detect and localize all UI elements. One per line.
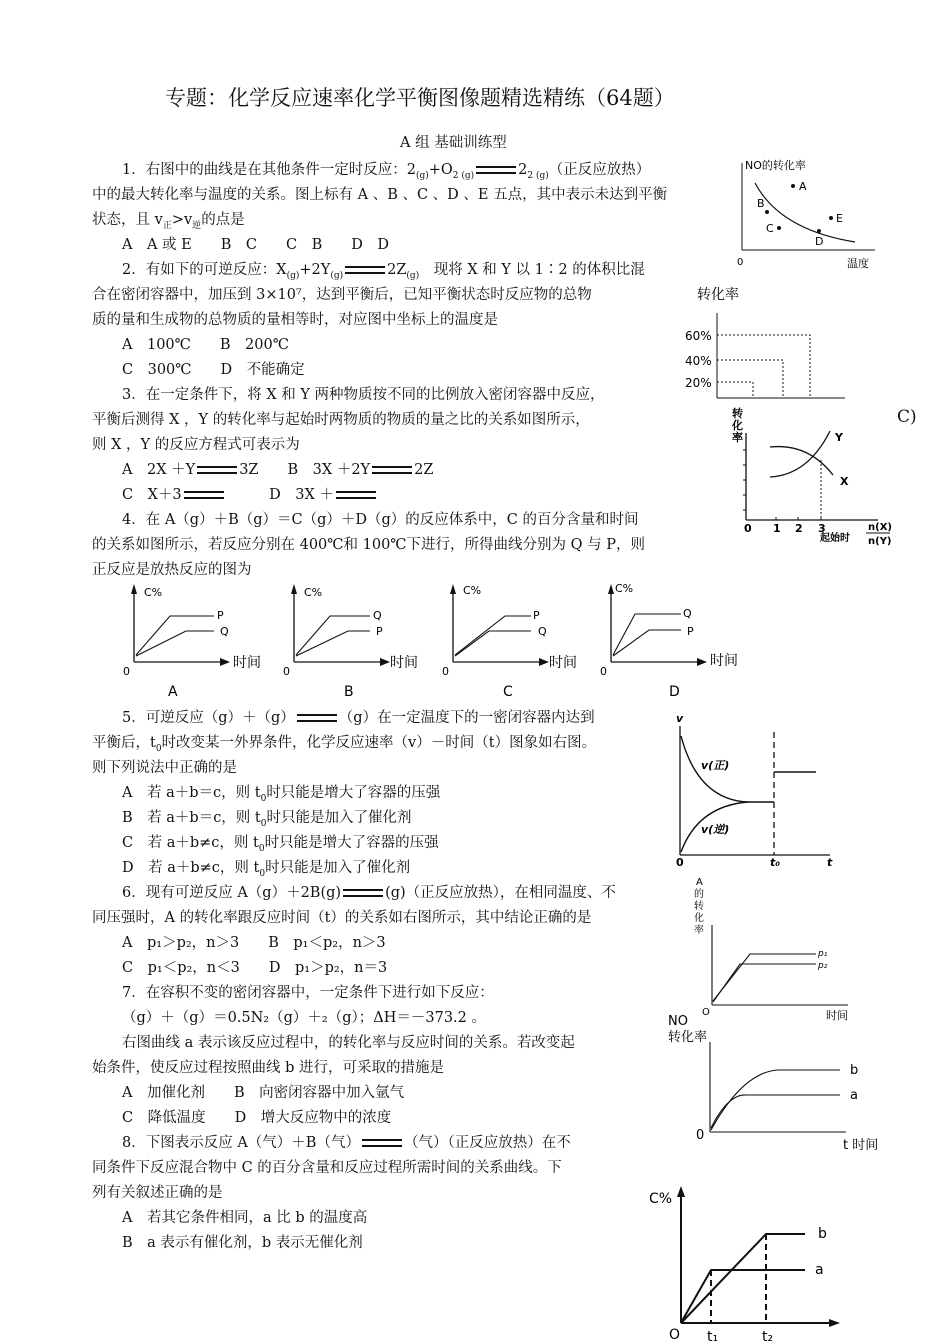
q4-a-upper: P bbox=[217, 609, 224, 622]
q1-point-e bbox=[829, 216, 833, 220]
q8-curve-a bbox=[682, 1270, 805, 1321]
q4-b-lower: P bbox=[376, 625, 383, 638]
q1-xlabel: 温度 bbox=[847, 257, 869, 270]
q7-line4: 始条件，使反应过程按照曲线 b 进行，可采取的措施是 bbox=[92, 1060, 444, 1076]
q3-xprefix: 起始时 bbox=[820, 533, 850, 544]
q4-b-ylabel: C% bbox=[304, 586, 323, 599]
q6-ylabel-3: 转 bbox=[694, 901, 704, 912]
q5-option-c: C 若 a＋b≠c，则 $t_0$时只能是增大了容器的压强 bbox=[122, 835, 439, 854]
q2-options-2: C 300℃ D 不能确定 bbox=[122, 362, 305, 378]
q1-label-b: B bbox=[757, 197, 765, 210]
q1-options: A A 或 E B C C B D D bbox=[122, 237, 389, 253]
q2-options-1: A 100℃ B 200℃ bbox=[122, 337, 289, 353]
q1-point-c bbox=[777, 226, 781, 230]
q3-xlabel-top: n(X) bbox=[868, 522, 892, 533]
equilibrium-arrow-icon bbox=[360, 1138, 404, 1148]
q4-d-upper: Q bbox=[683, 607, 692, 620]
q3-tick-0: 0 bbox=[744, 522, 752, 535]
q3-side-note: C) bbox=[897, 407, 917, 427]
q6-origin: O bbox=[702, 1007, 710, 1018]
q4-c-xlabel: 时间 bbox=[549, 655, 577, 671]
q5-option-b: B 若 a＋b＝c，则 $t_0$时只能是加入了催化剂 bbox=[122, 810, 412, 829]
q6-ylabel-4: 化 bbox=[694, 913, 704, 924]
q1-point-b bbox=[765, 210, 769, 214]
q5-option-a: A 若 a＋b＝c，则 $t_0$时只能是增大了容器的压强 bbox=[122, 785, 441, 804]
q1-label-d: D bbox=[815, 235, 824, 248]
q3-xlabel-bottom: n(Y) bbox=[868, 536, 892, 547]
q2-line3: 质的量和生成物的总物质的量相等时，对应图中坐标上的温度是 bbox=[92, 312, 498, 328]
q3-ylabel-2: 化 bbox=[732, 419, 743, 432]
q1-line1: 1．右图中的曲线是在其他条件一定时反应：$2_{(g)}+O_{2 (g)}$ $2_{2 (g)}$（正反应放热） bbox=[122, 162, 651, 181]
q4-c-upper: P bbox=[533, 609, 540, 622]
q4-d-origin: 0 bbox=[600, 665, 607, 678]
q1-point-a bbox=[791, 184, 795, 188]
q7-chart bbox=[668, 1012, 883, 1157]
q2-line1: 2．有如下的可逆反应：$X_{(g)}+2Y_{(g)}$ $2Z_{(g)}$ 现将 X 和 Y 以 1∶2 的体积比混 bbox=[122, 262, 645, 281]
q4-chart-b bbox=[278, 580, 428, 705]
q1-origin: 0 bbox=[737, 257, 744, 268]
q6-chart bbox=[688, 875, 858, 1025]
q5-origin: 0 bbox=[676, 856, 684, 869]
q4-c-ylabel: C% bbox=[463, 584, 482, 597]
q4-b-upper: Q bbox=[373, 609, 382, 622]
q4-c-lower: Q bbox=[538, 625, 547, 638]
q3-curve-y bbox=[770, 431, 830, 477]
q7-ylabel-2: 转化率 bbox=[668, 1030, 708, 1045]
q3-curve-y-label: Y bbox=[835, 431, 843, 444]
q3-tick-2: 2 bbox=[795, 522, 803, 535]
q4-c-label: C bbox=[503, 684, 513, 700]
q5-label-forward: v(正) bbox=[701, 759, 730, 772]
equilibrium-arrow-icon bbox=[195, 465, 239, 475]
q8-label-a: a bbox=[815, 1262, 824, 1278]
equilibrium-arrow-icon bbox=[343, 265, 387, 275]
q8-ylabel: C% bbox=[649, 1191, 673, 1207]
q1-ylabel: NO的转化率 bbox=[745, 159, 806, 172]
q4-line3: 正反应是放热反应的图为 bbox=[92, 562, 252, 578]
q8-label-b: b bbox=[818, 1226, 827, 1242]
q7-origin: 0 bbox=[696, 1128, 705, 1143]
page-title: 专题：化学反应速率化学平衡图像题精选精练（64题） bbox=[165, 86, 675, 110]
q5-label-reverse: v(逆) bbox=[701, 823, 730, 836]
q3-line1: 3．在一定条件下，将 X 和 Y 两种物质按不同的比例放入密闭容器中反应， bbox=[122, 387, 605, 403]
equilibrium-arrow-icon bbox=[370, 465, 414, 475]
q2-line2: 合在密闭容器中，加压到 3×10⁷，达到平衡后，已知平衡状态时反应物的总物 bbox=[92, 287, 592, 303]
q4-line2: 的关系如图所示，若反应分别在 400℃和 100℃下进行，所得曲线分别为 Q 与 P，则 bbox=[92, 537, 645, 553]
equilibrium-arrow-icon bbox=[341, 888, 385, 898]
q3-options-cd: C X＋3 D 3X ＋ bbox=[122, 485, 378, 505]
q4-a-origin: 0 bbox=[123, 665, 130, 678]
group-heading: A 组 基础训练型 bbox=[400, 135, 507, 151]
q2-chart bbox=[685, 283, 855, 408]
q4-b-origin: 0 bbox=[283, 665, 290, 678]
q3-options-ab: A 2X ＋Y 3Z B 3X ＋2Y 2Z bbox=[122, 462, 434, 478]
q8-line2: 同条件下反应混合物中 C 的百分含量和反应过程所需时间的关系曲线。下 bbox=[92, 1160, 562, 1176]
q1-label-e: E bbox=[836, 212, 843, 225]
q3-tick-3: 3 bbox=[818, 522, 826, 535]
q8-origin: O bbox=[669, 1327, 681, 1343]
q7-line3: 右图曲线 a 表示该反应过程中，的转化率与反应时间的关系。若改变起 bbox=[122, 1035, 575, 1051]
q4-a-ylabel: C% bbox=[144, 586, 163, 599]
q2-tick-40: 40% bbox=[685, 354, 712, 368]
q5-line1: 5．可逆反应（g）＋（g） （g）在一定温度下的一密闭容器内达到 bbox=[122, 710, 595, 726]
q8-line1: 8．下图表示反应 A（气）＋B（气） （气）（正反应放热）在不 bbox=[122, 1135, 571, 1151]
q8-line3: 列有关叙述正确的是 bbox=[92, 1185, 223, 1201]
q4-c-origin: 0 bbox=[442, 665, 449, 678]
equilibrium-arrow-icon bbox=[295, 713, 339, 723]
q7-options-1: A 加催化剂 B 向密闭容器中加入氩气 bbox=[122, 1085, 405, 1101]
q1-label-a: A bbox=[799, 180, 807, 193]
q3-line3: 则 X ，Y 的反应方程式可表示为 bbox=[92, 437, 300, 453]
q5-t0: t₀ bbox=[770, 856, 781, 869]
q7-curve-b bbox=[711, 1070, 840, 1130]
q6-options-ab: A p₁＞p₂，n＞3 B p₁＜p₂，n＞3 bbox=[122, 935, 386, 951]
q6-ylabel-2: 的 bbox=[694, 889, 704, 900]
q8-chart bbox=[645, 1183, 845, 1343]
q5-line3: 则下列说法中正确的是 bbox=[92, 760, 237, 776]
q3-ylabel-1: 转 bbox=[732, 407, 743, 420]
q4-d-xlabel: 时间 bbox=[710, 653, 738, 669]
q7-line1: 7．在容积不变的密闭容器中，一定条件下进行如下反应： bbox=[122, 985, 494, 1001]
q6-p1: p₁ bbox=[818, 949, 828, 959]
q6-xlabel: 时间 bbox=[826, 1009, 848, 1022]
q6-options-cd: C p₁＜p₂，n＜3 D p₁＞p₂，n＝3 bbox=[122, 960, 388, 976]
equilibrium-arrow-icon bbox=[334, 490, 378, 500]
q4-b-label: B bbox=[344, 684, 354, 700]
q1-chart bbox=[735, 155, 885, 270]
q3-tick-1: 1 bbox=[773, 522, 781, 535]
q4-a-xlabel: 时间 bbox=[233, 655, 261, 671]
q8-t2: t₂ bbox=[762, 1329, 774, 1344]
q3-curve-x-label: X bbox=[840, 475, 849, 488]
q1-point-d bbox=[817, 229, 821, 233]
q4-d-ylabel: C% bbox=[615, 582, 634, 595]
q2-ylabel: 转化率 bbox=[697, 287, 739, 303]
q4-chart-a bbox=[118, 580, 268, 705]
equilibrium-arrow-icon bbox=[182, 490, 226, 500]
q7-line2: （g）＋（g）＝0.5N₂（g）＋₂（g）；ΔH＝－373.2 。 bbox=[122, 1010, 486, 1026]
q4-a-lower: Q bbox=[220, 625, 229, 638]
q7-label-b: b bbox=[850, 1063, 859, 1078]
q7-xlabel: t 时间 bbox=[843, 1138, 879, 1153]
q7-options-2: C 降低温度 D 增大反应物中的浓度 bbox=[122, 1110, 392, 1126]
q4-d-label: D bbox=[669, 684, 680, 700]
q4-b-xlabel: 时间 bbox=[390, 655, 418, 671]
q7-label-a: a bbox=[850, 1088, 858, 1103]
q5-line2: 平衡后，$t_0$时改变某一外界条件，化学反应速率（v）－时间（t）图象如右图。 bbox=[92, 735, 597, 754]
q5-ylabel: v bbox=[676, 712, 684, 725]
q4-line1: 4．在 A（g）＋B（g）＝C（g）＋D（g）的反应体系中，C 的百分含量和时间 bbox=[122, 512, 639, 528]
q8-option-b: B a 表示有催化剂，b 表示无催化剂 bbox=[122, 1235, 363, 1251]
q6-line2: 同压强时，A 的转化率跟反应时间（t）的关系如右图所示，其中结论正确的是 bbox=[92, 910, 592, 926]
equilibrium-arrow-icon bbox=[474, 165, 518, 175]
q3-line2: 平衡后测得 X ，Y 的转化率与起始时两物质的物质的量之比的关系如图所示， bbox=[92, 412, 590, 428]
q4-chart-c bbox=[437, 580, 587, 705]
q6-line1: 6．现有可逆反应 A（g）＋2B(g) (g)（正反应放热），在相同温度、不 bbox=[122, 885, 616, 901]
q4-a-label: A bbox=[168, 684, 178, 700]
q1-label-c: C bbox=[766, 222, 774, 235]
q2-tick-60: 60% bbox=[685, 329, 712, 343]
q1-line3: 状态，且 $v_正>v_逆$的点是 bbox=[92, 212, 245, 231]
q3-curve-x bbox=[770, 447, 833, 475]
q4-d-lower: P bbox=[687, 625, 694, 638]
q6-p2: p₂ bbox=[818, 961, 828, 971]
q4-chart-d bbox=[595, 578, 750, 705]
q8-t1: t₁ bbox=[707, 1329, 719, 1344]
q3-ylabel-3: 率 bbox=[732, 431, 743, 444]
q8-curve-b bbox=[682, 1234, 805, 1322]
q2-tick-20: 20% bbox=[685, 376, 712, 390]
q5-option-d: D 若 a＋b≠c，则 $t_0$时只能是加入了催化剂 bbox=[122, 860, 411, 879]
q5-t: t bbox=[827, 856, 833, 869]
q8-option-a: A 若其它条件相同，a 比 b 的温度高 bbox=[122, 1210, 368, 1226]
q1-line2: 中的最大转化率与温度的关系。图上标有 A 、B 、C 、D 、E 五点，其中表示未达到平衡 bbox=[92, 187, 668, 203]
q6-ylabel-5: 率 bbox=[694, 925, 704, 936]
q7-ylabel-1: NO bbox=[668, 1014, 688, 1029]
q3-chart bbox=[728, 405, 893, 550]
q6-ylabel-1: A bbox=[696, 877, 703, 888]
q5-chart bbox=[668, 712, 848, 872]
